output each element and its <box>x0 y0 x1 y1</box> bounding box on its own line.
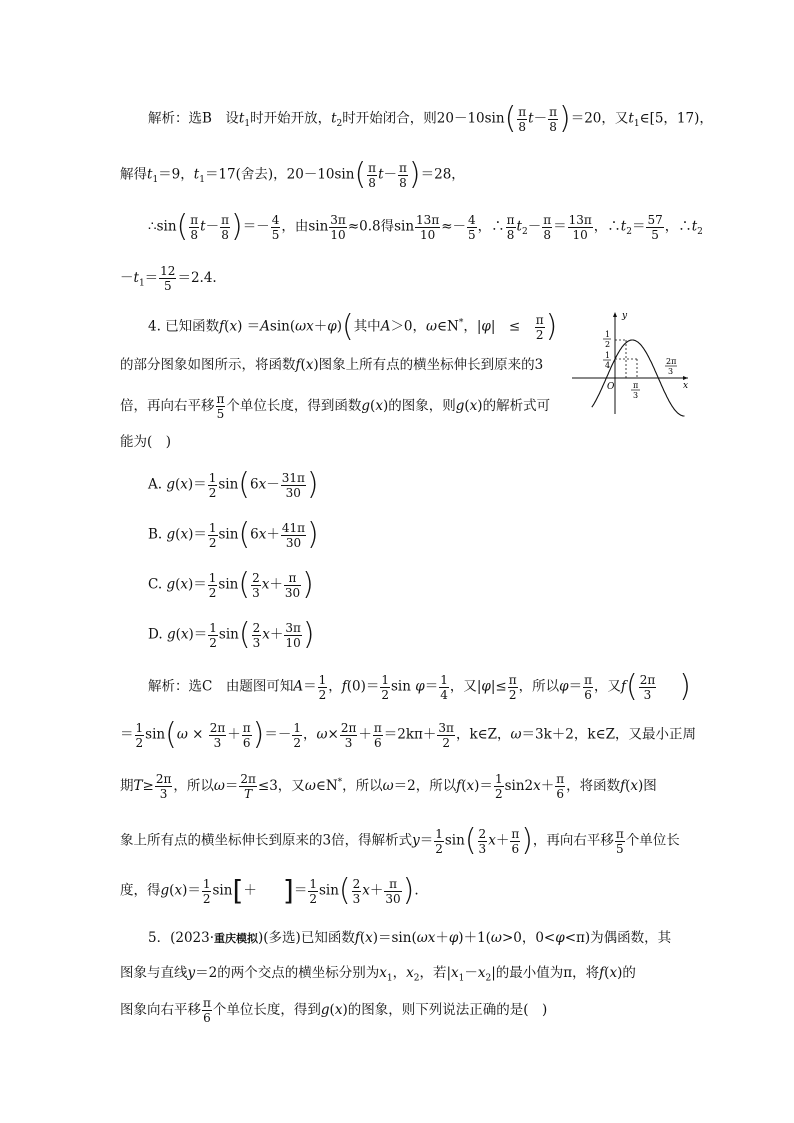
question-4-line-1: 4. 已知函数f(x) ＝Asin(ωx＋φ)(其中A＞0，ω∈N*，|φ| ≤ $\frac{\pi}{2}$ ) <box>148 309 558 344</box>
half-num: 1 <box>605 330 611 339</box>
question-4-line-4: 能为( ) <box>120 434 172 450</box>
solution-4-line-3: 期T≥ $\frac{2\pi}{3}$ ，所以ω＝ $\frac{2\pi}{T}$ ≤3，又ω∈N*，所以ω＝2，所以f(x)＝ $\frac{1}{2}$ sin2x＋ $\frac{\pi}{6}$ ，将函数f(x)图 <box>120 772 657 801</box>
option-b[interactable]: B. g(x)＝ $\frac{1}{2}$ sin(6x＋ $\frac{41\pi}{30}$ ) <box>148 517 319 552</box>
x-label: x <box>683 381 689 391</box>
solution-3-line-3: ∴sin( $\frac{\pi}{8}$ t－ $\frac{\pi}{8}$ )＝－ $\frac{4}{5}$ ，由sin $\frac{3\pi}{10}$ ≈0.8得sin $\frac{13\pi}{10}$ ≈－ $\frac{4}{5}$ ，∴ $\frac{\pi}{8}$ $t_2-$ $\frac{\pi}{8}$ ＝ $\frac{13\pi}{10}$ ，$\therefore t_2=$ $\frac{57}{5}$ ，$\therefore t_2$ <box>148 209 703 244</box>
y-label: y <box>622 311 628 321</box>
y-axis-arrow-icon <box>613 312 617 317</box>
solution-3-line-2: 解得$t_1=9$，$t_1=17$(舍去)，20－10sin( $\frac{\pi}{8}$ t－ $\frac{\pi}{8}$ )＝28， <box>120 157 465 192</box>
solution-4-line-5: 度，得g(x)＝ $\frac{1}{2}$ sin[＋ ]＝ $\frac{1}{2}$ sin( $\frac{2}{3}$ x＋ $\frac{\pi}{30}$ ). <box>120 873 419 908</box>
solution-4-line-1: 解析：选C 由题图可知A＝ $\frac{1}{2}$ ，f(0)＝ $\frac{1}{2}$ sin φ＝ $\frac{1}{4}$ ，又|φ|≤ $\frac{\pi}{2}$ ，所以φ＝ $\frac{\pi}{6}$ ，又f( $\frac{2\pi}{3}$ ) <box>148 669 691 704</box>
solution-3-line-1: 解析：选B 设$t_1$时开始开放，$t_2$时开始闭合，则20－10sin( $\frac{\pi}{8}$ t－ $\frac{\pi}{8}$ )＝20，又$t_1\in[5$，17)， <box>148 101 713 136</box>
solution-4-line-2: ＝ $\frac{1}{2}$ sin(ω × $\frac{2\pi}{3}$ ＋ $\frac{\pi}{6}$ )＝－ $\frac{1}{2}$ ，ω× $\frac{2\pi}{3}$ ＋ $\frac{\pi}{6}$ ＝2kπ＋ $\frac{3\pi}{2}$ ，k∈Z，ω＝3k＋2，k∈Z，又最小正周 <box>120 717 696 752</box>
half-den: 2 <box>605 340 611 349</box>
quarter-den: 4 <box>605 361 611 370</box>
question-4-line-2: 的部分图象如图所示，将函数f(x)图象上所有点的横坐标伸长到原来的3 <box>120 357 544 373</box>
sine-graph <box>570 306 696 418</box>
pi3-den: 3 <box>633 391 639 400</box>
pi3-num: π <box>633 381 639 390</box>
quarter-num: 1 <box>605 351 611 360</box>
option-d[interactable]: D. g(x)＝ $\frac{1}{2}$ sin( $\frac{2}{3}$ x＋ $\frac{3\pi}{10}$ ) <box>148 617 315 652</box>
question-5-line-3: 图象向右平移 $\frac{\pi}{6}$ 个单位长度，得到g(x)的图象，则下列说法正确的是( ) <box>120 996 548 1025</box>
option-c[interactable]: C. g(x)＝ $\frac{1}{2}$ sin( $\frac{2}{3}$ x＋ $\frac{\pi}{30}$ ) <box>148 567 314 602</box>
question-4-line-3: 倍，再向右平移 $\frac{\pi}{5}$ 个单位长度，得到函数g(x)的图象，则g(x)的解析式可 <box>120 392 551 421</box>
solution-4-line-4: 象上所有点的横坐标伸长到原来的3倍，得解析式y＝ $\frac{1}{2}$ sin( $\frac{2}{3}$ x＋ $\frac{\pi}{6}$ )，再向右平移 $\frac{\pi}{5}$ 个单位长 <box>120 823 680 858</box>
question-5-line-2: 图象与直线y＝2的两个交点的横坐标分别为$x_1$，$x_2$，若$|x_1-x_2|$的最小值为π，将f(x)的 <box>120 965 636 984</box>
question-5-line-1: 5．(2023·重庆模拟)(多选)已知函数f(x)＝sin(ωx＋φ)＋1(ω>0，0<φ<π)为偶函数，其 <box>148 930 672 946</box>
x-axis-arrow-icon <box>683 376 688 380</box>
tpi3-num: 2π <box>666 357 677 366</box>
tpi3-den: 3 <box>668 367 674 376</box>
option-a[interactable]: A. g(x)＝ $\frac{1}{2}$ sin(6x－ $\frac{31\pi}{30}$ ) <box>148 467 319 502</box>
solution-3-line-4: $-t_1=$ $\frac{12}{5}$ ＝2.4. <box>120 264 217 293</box>
origin-label: O <box>607 382 615 392</box>
